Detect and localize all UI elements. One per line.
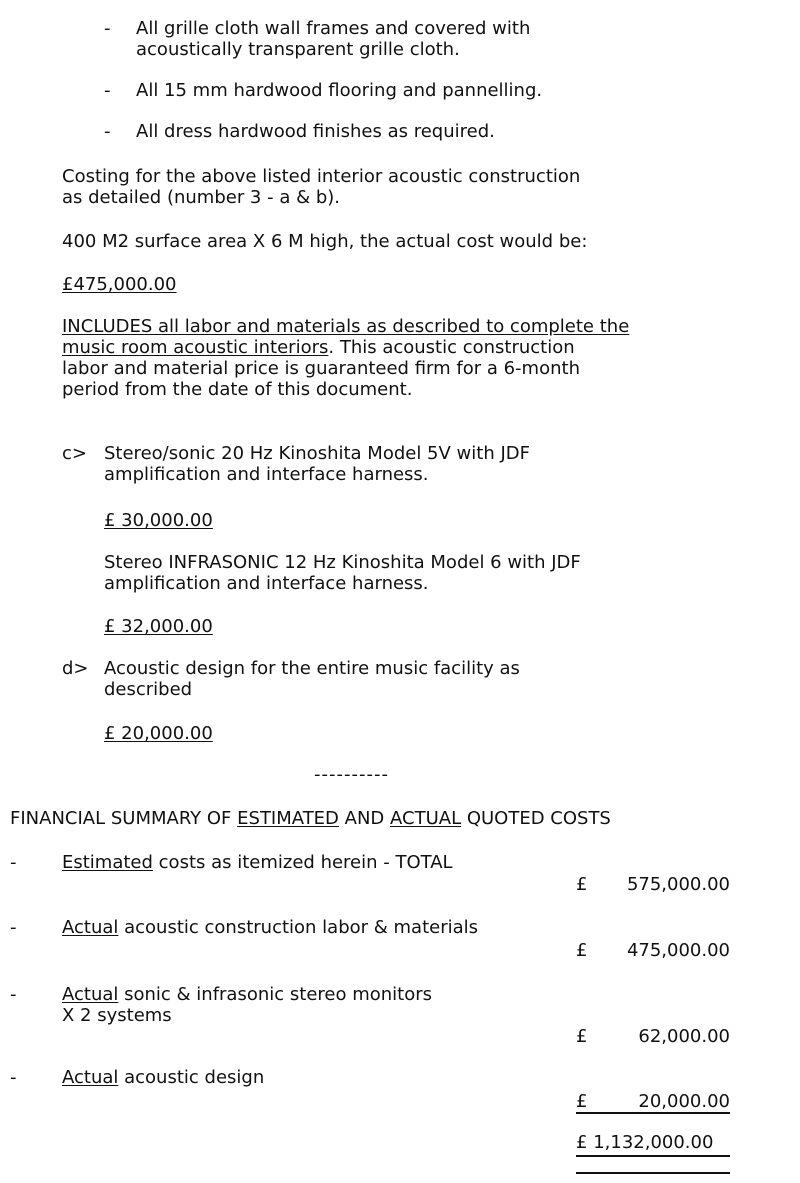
bullet-dash: -	[10, 917, 17, 938]
item-d-text: Acoustic design for the entire music facility as described	[104, 658, 520, 700]
item-c-infrasonic-text: Stereo INFRASONIC 12 Hz Kinoshita Model 6 with JDF amplification and interface harness.	[104, 552, 581, 594]
summary-row-estimated: - Estimated costs as itemized herein - TOTAL £ 575,000.00	[10, 852, 730, 895]
subtotal-rule	[576, 1112, 730, 1114]
item-d-marker: d>	[62, 658, 89, 679]
currency-symbol: £	[576, 874, 588, 895]
bullet-dash: -	[104, 121, 111, 142]
item-c-price-infrasonic: £ 32,000.00	[104, 616, 213, 637]
costing-intro: Costing for the above listed interior acoustic construction as detailed (number 3 - a & b).	[62, 166, 581, 208]
bullet-text-line: All dress hardwood finishes as required.	[136, 121, 495, 142]
bullet-text-line: All grille cloth wall frames and covered with	[136, 18, 531, 39]
summary-row-construction: - Actual acoustic construction labor & materials £ 475,000.00	[10, 917, 730, 961]
bullet-dash: -	[10, 852, 17, 873]
summary-heading: FINANCIAL SUMMARY OF ESTIMATED AND ACTUAL QUOTED COSTS	[10, 808, 611, 829]
summary-row-monitors: - Actual sonic & infrasonic stereo monitors X 2 systems £ 62,000.00	[10, 984, 730, 1047]
currency-symbol: £	[576, 1026, 588, 1047]
bullet-text-line: acoustically transparent grille cloth.	[136, 39, 460, 60]
summary-row-design: - Actual acoustic design £ 20,000.00	[10, 1067, 730, 1112]
surface-area-line: 400 M2 surface area X 6 M high, the actual cost would be:	[62, 231, 588, 252]
item-d-price: £ 20,000.00	[104, 723, 213, 744]
bullet-dash: -	[104, 80, 111, 101]
total-rule-2	[576, 1172, 730, 1174]
currency-symbol: £	[576, 1091, 588, 1112]
summary-amount: 575,000.00	[626, 874, 730, 895]
bullet-dash: -	[10, 984, 17, 1005]
currency-symbol: £	[576, 940, 588, 961]
total-amount: 1,132,000.00	[593, 1132, 714, 1153]
separator: ----------	[314, 764, 389, 785]
item-c-text: Stereo/sonic 20 Hz Kinoshita Model 5V with JDF amplification and interface harness.	[104, 443, 530, 485]
summary-total	[576, 1132, 730, 1153]
item-c-price-sonic: £ 30,000.00	[104, 510, 213, 531]
interior-price: £475,000.00	[62, 274, 177, 295]
summary-amount: 62,000.00	[638, 1026, 730, 1047]
total-rule-1	[576, 1155, 730, 1157]
bullet-text-line: All 15 mm hardwood flooring and pannelling.	[136, 80, 543, 101]
currency-symbol: £	[576, 1132, 588, 1153]
includes-paragraph: INCLUDES all labor and materials as described to complete the music room acoustic interiors. This acoustic construction labor and material price is guaranteed firm for a 6-month period from the date of this document.	[62, 316, 630, 400]
bullet-dash: -	[104, 18, 111, 39]
summary-amount: 20,000.00	[638, 1091, 730, 1112]
item-c-marker: c>	[62, 443, 87, 464]
bullet-dash: -	[10, 1067, 17, 1088]
summary-amount: 475,000.00	[626, 940, 730, 961]
